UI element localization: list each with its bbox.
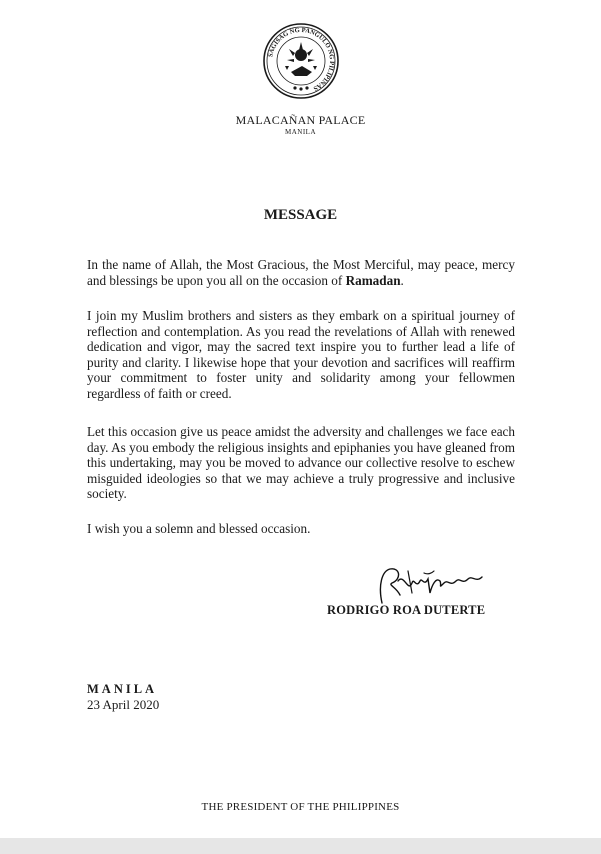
- footer-title: THE PRESIDENT OF THE PHILIPPINES: [201, 801, 400, 813]
- paragraph-1: [87, 257, 515, 288]
- paragraph-4: I wish you a solemn and blessed occasion.: [87, 521, 311, 536]
- paragraph-1-end: .: [400, 272, 404, 288]
- place-of-signing: MANILA: [87, 682, 158, 696]
- signature-icon: [368, 563, 488, 607]
- palace-name: MALACAÑAN PALACE: [235, 113, 366, 127]
- palace-city: MANILA: [285, 128, 316, 136]
- signer-name: RODRIGO ROA DUTERTE: [327, 603, 486, 617]
- paragraph-2: I join my Muslim brothers and sisters as they embark on a spiritual journey of reflection and contemplation. As you read the revelations of Allah with renewed dedication and vigor, may the sacred text inspire you to further lead a life of purity and clarity. I likewise hope that your devotion and sacrifices will reaffirm your commitment to foster unity and solidarity among your fellowmen regardless of faith or creed.: [87, 308, 515, 401]
- paragraph-1-text: In the name of Allah, the Most Gracious, the Most Merciful, may peace, mercy and blessings be upon you all on the occasion of: [87, 257, 515, 288]
- occasion-name: Ramadan: [345, 272, 401, 288]
- date-of-signing: 23 April 2020: [87, 697, 160, 712]
- svg-text:SAGISAG NG PANGULO NG PILIPINA: SAGISAG NG PANGULO NG PILIPINAS: [267, 26, 336, 92]
- page-title: MESSAGE: [263, 207, 338, 223]
- paragraph-3: Let this occasion give us peace amidst the adversity and challenges we face each day. As you embody the religious insights and epiphanies you have gleaned from this undertaking, may you be moved to advance our collective resolve to eschew misguided ideologies so that we may achieve a truly progressive and inclusive society.: [87, 424, 515, 502]
- presidential-seal-icon: [262, 22, 340, 100]
